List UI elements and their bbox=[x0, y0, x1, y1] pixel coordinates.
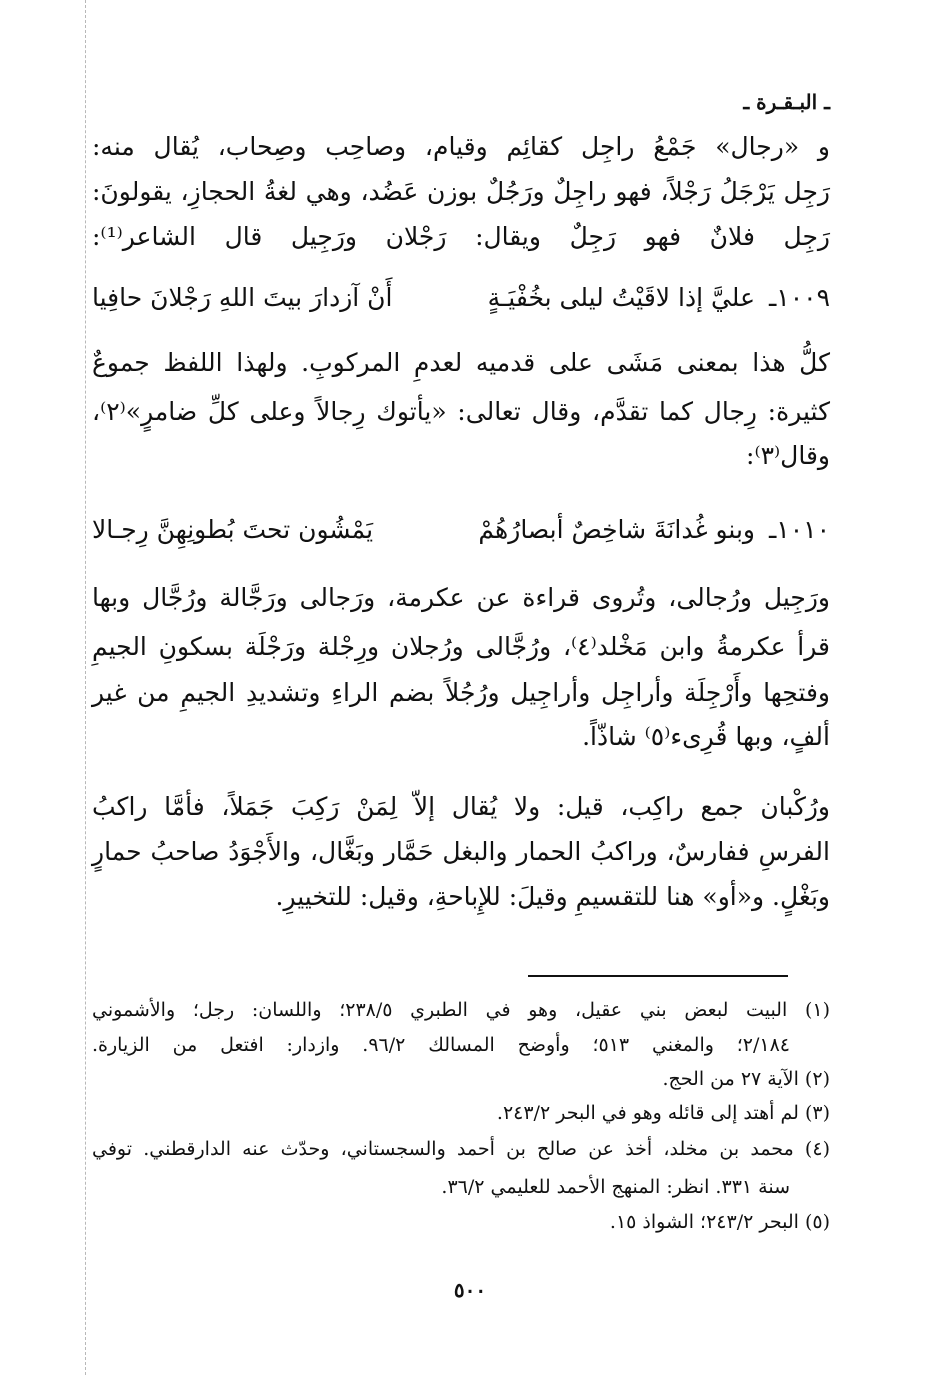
footnote-line: (٢) الآية ٢٧ من الحج. bbox=[662, 1068, 830, 1090]
running-header: ـ البـقـرة ـ bbox=[743, 90, 830, 114]
verse-hemistich-second: يَمْشُون تحتَ بُطونِهِنَّ رِجـالا bbox=[92, 515, 374, 544]
footnote-line: ٢/١٨٤؛ والمغني ٥١٣؛ وأوضح المسالك ٩٦/٢. وازدار: افتعل من الزيارة. bbox=[92, 1034, 790, 1056]
footnote-separator bbox=[528, 975, 788, 977]
body-line: وبَغْلٍ. و«أو» هنا للتقسيمِ وقيلَ: للإِباحةِ، وقيل: للتخييرِ. bbox=[275, 882, 830, 911]
body-line: كثيرة: رِجال كما تقدَّم، وقال تعالى: «يأتوك رِجالاً وعلى كلِّ ضامرٍ»⁽٢⁾، bbox=[92, 397, 830, 426]
body-line: ألفٍ، وبها قُرِىء⁽٥⁾ شاذّاً. bbox=[582, 722, 830, 751]
verse-number: ١٠١٠ـ bbox=[768, 515, 830, 544]
verse-hemistich-first: وبنو غُدانَةَ شاخِصٌ أبصارُهُمْ bbox=[478, 515, 755, 544]
body-line: الفرسِ ففارسٌ، وراكبُ الحمار والبغل حَمَّار وبَغَّال، والأَجْوَدُ صاحبُ حمارٍ bbox=[92, 837, 830, 866]
page-number: ٥٠٠ bbox=[453, 1278, 487, 1302]
verse-number: ١٠٠٩ـ bbox=[768, 283, 830, 312]
footnote-line: (٤) محمد بن مخلد، أخذ عن صالح بن أحمد والسجستاني، وحدّث عنه الدارقطني. توفي bbox=[92, 1138, 830, 1160]
footnote-line: سنة ٣٣١. انظر: المنهج الأحمد للعليمي ٣٦/٢. bbox=[441, 1176, 790, 1198]
body-line: رَجِل يَرْجَلُ رَجْلاً، فهو راجِلٌ ورَجُلٌ بوزن عَضُد، وهي لغةُ الحجازِ، يقولونَ: bbox=[92, 177, 830, 206]
body-line: وفتحِها وأَرْجِلَة وأراجِل وأراجِيل ورُجُلاً بضم الراءِ وتشديدِ الجيمِ من غير bbox=[92, 678, 830, 707]
body-line: قرأ عكرمةُ وابن مَخْلد⁽٤⁾، ورُجَّالى ورُجلان ورِجْلة ورَجْلَة بسكونِ الجيمِ bbox=[92, 632, 830, 661]
body-line: ورَجِيل ورُجالى، وتُروى قراءة عن عكرمة، ورَجالى ورَجَّالة ورُجَّال وبها bbox=[92, 583, 830, 612]
body-line: رَجِل فلانٌ فهو رَجِلٌ ويقال: رَجْلان ورَجِيل قال الشاعر⁽¹⁾: bbox=[92, 222, 830, 251]
body-line: وقال⁽٣⁾: bbox=[746, 441, 830, 470]
footnote-line: (٥) البحر ٢٤٣/٢؛ الشواذ ١٥. bbox=[609, 1211, 830, 1233]
verse-hemistich-first: عليَّ إذا لاقَيْتُ ليلى بخُفْيَـةٍ bbox=[487, 283, 755, 312]
body-line: ورُكْبان جمع راكِب، قيل: ولا يُقال إلاّ لِمَنْ رَكِبَ جَمَلاً، فأمَّا راكبُ bbox=[92, 792, 830, 821]
verse-hemistich-second: أَنْ آزدارَ بيتَ اللهِ رَجْلانَ حافِيا bbox=[92, 283, 393, 312]
footnote-line: (١) البيت لبعض بني عقيل، وهو في الطبري ٢٣٨/٥؛ واللسان: رجل؛ والأشموني bbox=[92, 999, 830, 1021]
body-line: كلُّ هذا بمعنى مَشَى على قدميه لعدمِ المركوبِ. ولهذا اللفظ جموعٌ bbox=[92, 348, 830, 377]
footnote-line: (٣) لم أهتد إلى قائله وهو في البحر ٢٤٣/٢. bbox=[496, 1102, 830, 1124]
body-line: و «رجال» جَمْعُ راجِل كقائِم وقيام، وصاحِب وصِحاب، يُقال منه: bbox=[92, 132, 830, 161]
